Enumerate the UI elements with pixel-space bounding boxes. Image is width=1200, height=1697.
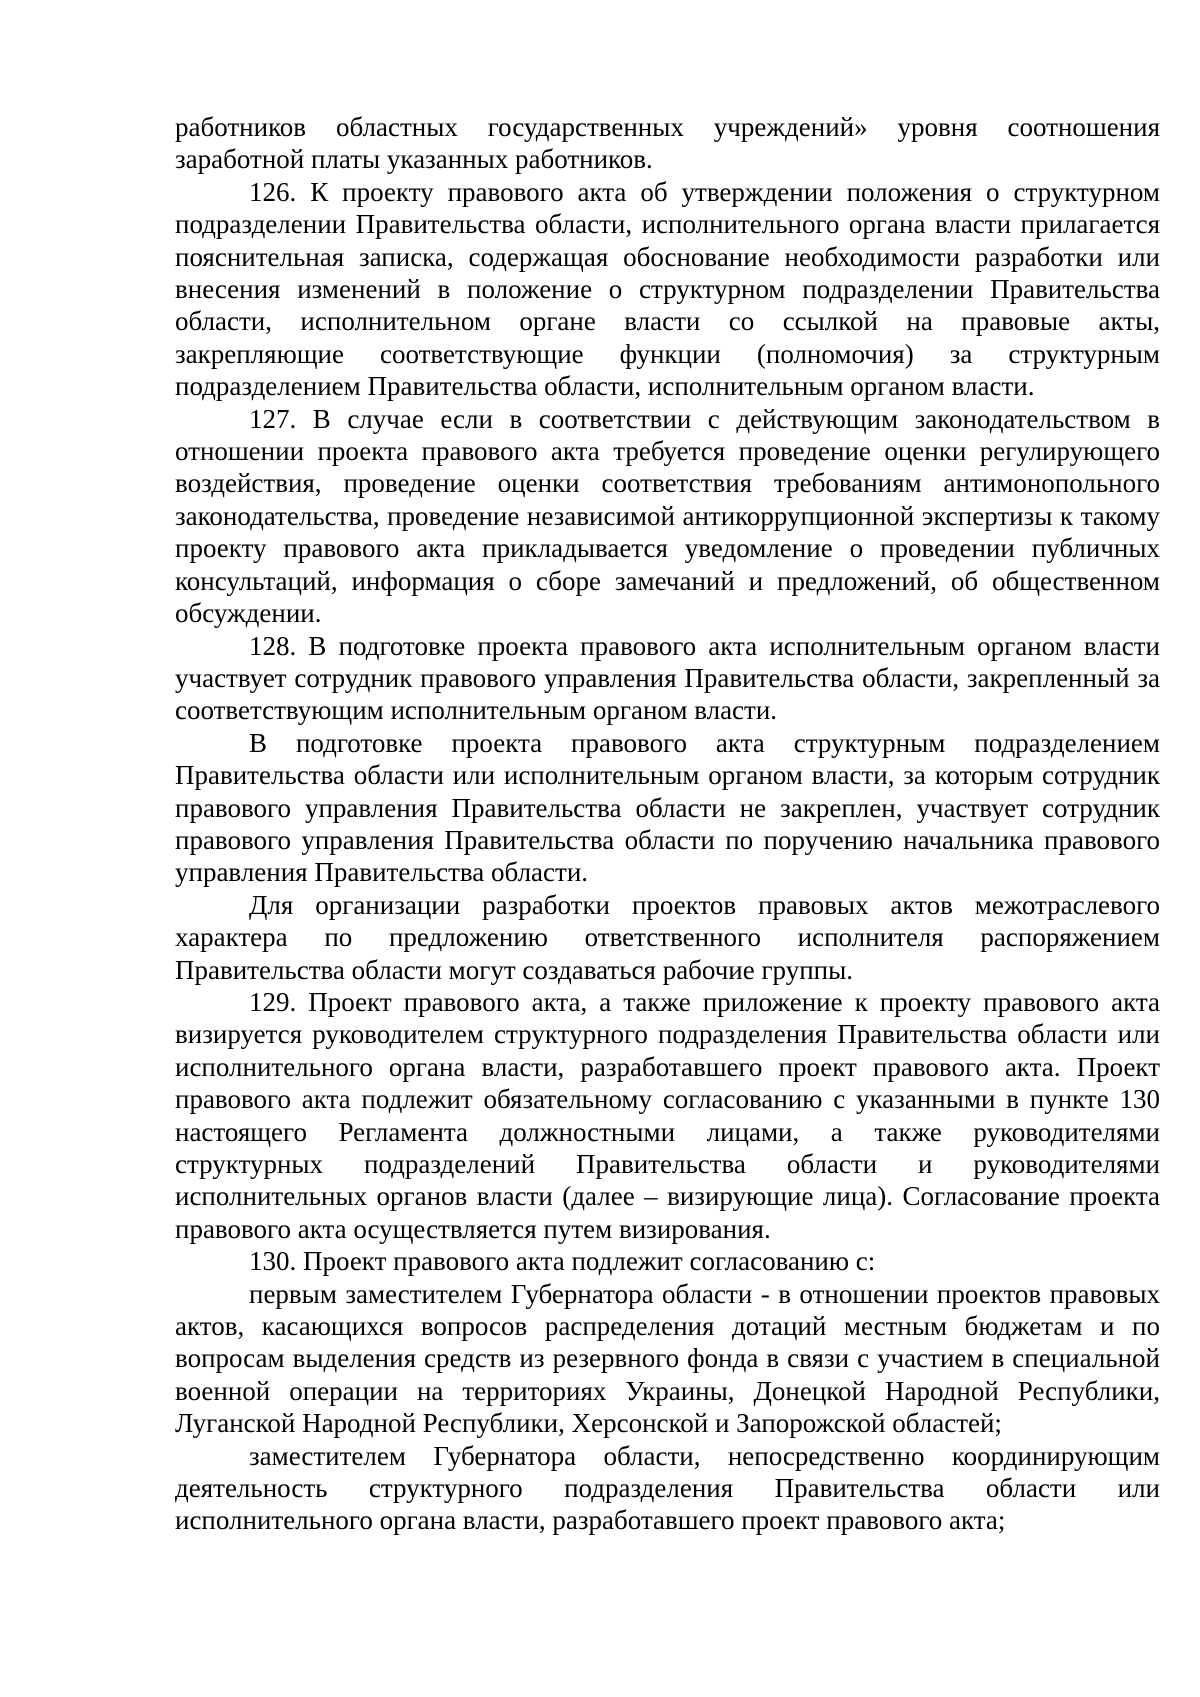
paragraph-item-130-deputy: заместителем Губернатора области, непосредственно координирующим деятельность структурного подразделения Правительства области или исполнительного органа власти, разработавшего проект правового акта; xyxy=(175,1440,1160,1536)
paragraph-item-130-first-deputy: первым заместителем Губернатора области - в отношении проектов правовых актов, касающихся вопросов распределения дотаций местным бюджетам и по вопросам выделения средств из резервного фонда в связи с участием в специальной военной операции на территориях Украины, Донецкой Народной Республики, Луганской Народной Республики, Херсонской и Запорожской областей; xyxy=(175,1278,1160,1439)
paragraph-item-129: 129. Проект правового акта, а также приложение к проекту правового акта визируется руководителем структурного подразделения Правительства области или исполнительного органа власти, разработавшего проект правового акта. Проект правового акта подлежит обязательному согласованию с указанными в пункте 130 настоящего Регламента должностными лицами, а также руководителями структурных подразделений Правительства области и руководителями исполнительных органов власти (далее – визирующие лица). Согласование проекта правового акта осуществляется путем визирования. xyxy=(175,986,1160,1244)
paragraph-item-128-part-2: В подготовке проекта правового акта структурным подразделением Правительства области или исполнительным органом власти, за которым сотрудник правового управления Правительства области не закреплен, участвует сотрудник правового управления Правительства области по поручению начальника правового управления Правительства области. xyxy=(175,727,1160,888)
paragraph-item-130: 130. Проект правового акта подлежит согласованию с: xyxy=(249,1246,876,1277)
paragraph-item-127: 127. В случае если в соответствии с действующим законодательством в отношении проекта правового акта требуется проведение оценки регулирующего воздействия, проведение оценки соответствия требованиям антимонопольного законодательства, проведение независимой антикоррупционной экспертизы к такому проекту правового акта прикладывается уведомление о проведении публичных консультаций, информация о сборе замечаний и предложений, об общественном обсуждении. xyxy=(175,403,1160,629)
paragraph-continuation: работников областных государственных учреждений» уровня соотношения заработной платы указанных работников. xyxy=(175,112,1160,175)
paragraph-item-128-part-3: Для организации разработки проектов правовых актов межотраслевого характера по предложению ответственного исполнителя распоряжением Правительства области могут создаваться рабочие группы. xyxy=(175,889,1160,985)
paragraph-item-126: 126. К проекту правового акта об утверждении положения о структурном подразделении Правительства области, исполнительного органа власти прилагается пояснительная записка, содержащая обоснование необходимости разработки или внесения изменений в положение о структурном подразделении Правительства области, исполнительном органе власти со ссылкой на правовые акты, закрепляющие соответствующие функции (полномочия) за структурным подразделением Правительства области, исполнительным органом власти. xyxy=(175,176,1160,402)
paragraph-item-128: 128. В подготовке проекта правового акта исполнительным органом власти участвует сотрудник правового управления Правительства области, закрепленный за соответствующим исполнительным органом власти. xyxy=(175,630,1160,726)
document-page xyxy=(175,111,1160,1537)
